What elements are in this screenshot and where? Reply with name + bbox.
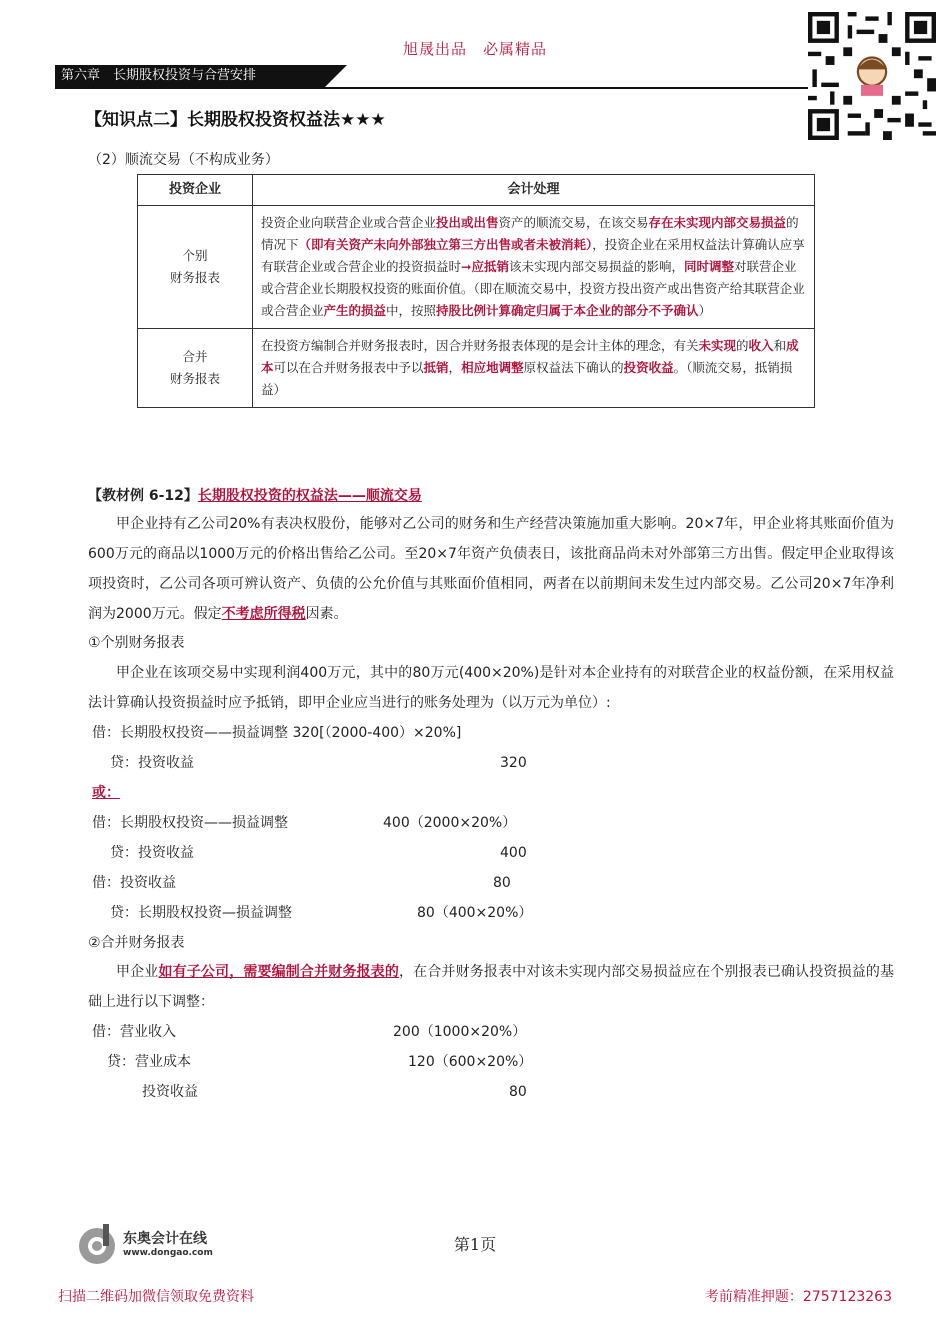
entry-4-debit-amount: 200（1000×20%）: [393, 1024, 527, 1040]
entry-2-debit-amount: 400（2000×20%）: [383, 815, 517, 831]
table-row-individual: [138, 206, 815, 329]
label-line-2: 财务报表: [169, 371, 220, 386]
chapter-header: [55, 65, 813, 89]
entry-4-debit: 借：营业收入: [92, 1024, 176, 1040]
highlight: 收入: [748, 338, 774, 353]
highlight: 投出或出售: [436, 215, 499, 230]
logo-url: www.dongao.com: [123, 1248, 213, 1258]
text-part: 该未实现内部交易损益的影响，: [509, 259, 685, 274]
logo-name: 东奥会计在线: [123, 1231, 207, 1247]
entry-4-credit-1-amount: 120（600×20%）: [408, 1054, 533, 1070]
footer-qr-promo: 扫描二维码加微信领取免费资料: [58, 1289, 254, 1305]
highlight: 抵销: [423, 360, 449, 375]
highlight: 存在未实现内部交易损益: [648, 215, 787, 230]
entry-1-credit: 贷：投资收益: [110, 755, 194, 771]
text-part: 在投资方编制合并财务报表时，因合并财务报表体现的是会计主体的理念，有关: [261, 338, 699, 353]
entry-4-credit-1: 贷：营业成本: [107, 1054, 191, 1070]
entry-3-debit-amount: 80: [493, 875, 511, 891]
example-paragraph-3: [88, 957, 894, 1017]
entry-2-credit-amount: 400: [500, 845, 527, 861]
highlight: 投资收益: [623, 360, 674, 375]
cell-consolidated-label: [138, 329, 253, 408]
accounting-table: [137, 174, 815, 408]
example-topic: 长期股权投资的权益法——顺流交易: [197, 488, 422, 504]
highlight: 同时调整: [684, 259, 735, 274]
entry-2-credit: 贷：投资收益: [110, 845, 194, 861]
section-title: 【知识点二】长期股权投资权益法★★★: [85, 110, 386, 130]
brand-slogan: 旭晟出品 必属精品: [402, 40, 547, 58]
example-prefix: 【教材例 6-12】: [88, 488, 198, 504]
highlight: ➞应抵销: [461, 259, 509, 274]
entry-4-credit-2-amount: 80: [509, 1084, 527, 1100]
header-investor: 投资企业: [138, 175, 253, 206]
text-part: 甲企业持有乙公司20%有表决权股份，能够对乙公司的财务和生产经营决策施加重大影响。20×7年，甲企业将其账面价值为600万元的商品以1000万元的价格出售给乙公司。至20×7年资产负债表日，该批商品尚未对外部第三方出售。假定甲企业取得该项投资时，乙公司各项可辨认资产、负债的公允价值与其账面价值相同，两者在以前期间未发生过内部交易。乙公司20×7年净利润为2000万元。假定: [88, 516, 894, 622]
text-part: 可以在合并财务报表中予以: [273, 360, 424, 375]
table-header-row: [138, 175, 815, 206]
highlight: 产生的损益: [323, 303, 387, 318]
entry-1-debit: 借：长期股权投资——损益调整 320[（2000-400）×20%]: [92, 725, 462, 741]
subheading-consolidated: ②合并财务报表: [88, 935, 185, 951]
cell-individual-text: [253, 206, 815, 329]
entry-1-credit-amount: 320: [500, 755, 527, 771]
highlight: 相应地调整: [461, 360, 524, 375]
qr-code-icon: [808, 12, 936, 140]
text-part: 原权益法下确认的: [523, 360, 624, 375]
text-part: 投资企业向联营企业或合营企业: [261, 215, 437, 230]
text-part: 甲企业: [116, 964, 159, 980]
entry-3-debit: 借：投资收益: [92, 875, 176, 891]
text-part: ）: [698, 303, 712, 318]
text-part: 因素。: [305, 606, 348, 622]
section-subtitle: （2）顺流交易（不构成业务）: [88, 152, 279, 168]
highlight-no-tax: 不考虑所得税: [221, 606, 306, 622]
text-part: 。（顺流交易，抵销损益）: [261, 360, 793, 397]
text-part: ，: [448, 360, 462, 375]
chapter-title: 第六章 长期股权投资与合营安排: [55, 65, 325, 87]
text-part: 中，按照: [386, 303, 437, 318]
highlight: 成本: [261, 338, 799, 375]
cell-consolidated-text: [253, 329, 815, 408]
highlight-subsidiary: 如有子公司，需要编制合并财务报表的: [158, 964, 399, 980]
table-row-consolidated: [138, 329, 815, 408]
text-part: 的情况下: [261, 215, 799, 252]
footer-contact: 考前精准押题：2757123263: [704, 1289, 892, 1305]
text-part: ，在合并财务报表中对该未实现内部交易损益应在个别报表已确认投资损益的基础上进行以下调整：: [88, 964, 895, 1010]
highlight: 持股比例计算确定归属于本企业的部分不予确认: [436, 303, 699, 318]
entry-3-credit: 贷：长期股权投资—损益调整: [110, 905, 292, 921]
text-part: ，投资企业在采用权益法计算确认应享有联营企业或合营企业的投资损益时: [261, 237, 805, 274]
label-line-1: 个别: [182, 248, 208, 263]
label-line-1: 合并: [182, 349, 208, 364]
page-number: 第1页: [453, 1235, 497, 1254]
or-label: 或：: [92, 785, 120, 801]
highlight: 未实现: [698, 338, 737, 353]
subheading-individual: ①个别财务报表: [88, 635, 185, 651]
entry-3-credit-amount: 80（400×20%）: [417, 905, 533, 921]
text-part: 的: [736, 338, 749, 353]
label-line-2: 财务报表: [169, 270, 220, 285]
text-part: 对联营企业或合营企业长期股权投资的账面价值。（即在顺流交易中，投资方投出资产或出售资产给其联营企业或合营企业: [261, 259, 805, 318]
text-part: 和: [773, 338, 787, 353]
example-paragraph-1: [88, 509, 894, 629]
cell-individual-label: [138, 206, 253, 329]
text-part: 资产的顺流交易，在该交易: [498, 215, 649, 230]
highlight: （即有关资产未向外部独立第三方出售或者未被消耗）: [298, 237, 593, 252]
example-title: [88, 485, 422, 505]
header-treatment: 会计处理: [253, 175, 815, 206]
example-paragraph-2: 甲企业在该项交易中实现利润400万元，其中的80万元(400×20%)是针对本企业持有的对联营企业的权益份额，在采用权益法计算确认投资损益时应予抵销，即甲企业应当进行的账务处理为（以万元为单位）:: [88, 665, 894, 711]
entry-2-debit: 借：长期股权投资——损益调整: [92, 815, 288, 831]
entry-4-credit-2: 投资收益: [142, 1084, 198, 1100]
